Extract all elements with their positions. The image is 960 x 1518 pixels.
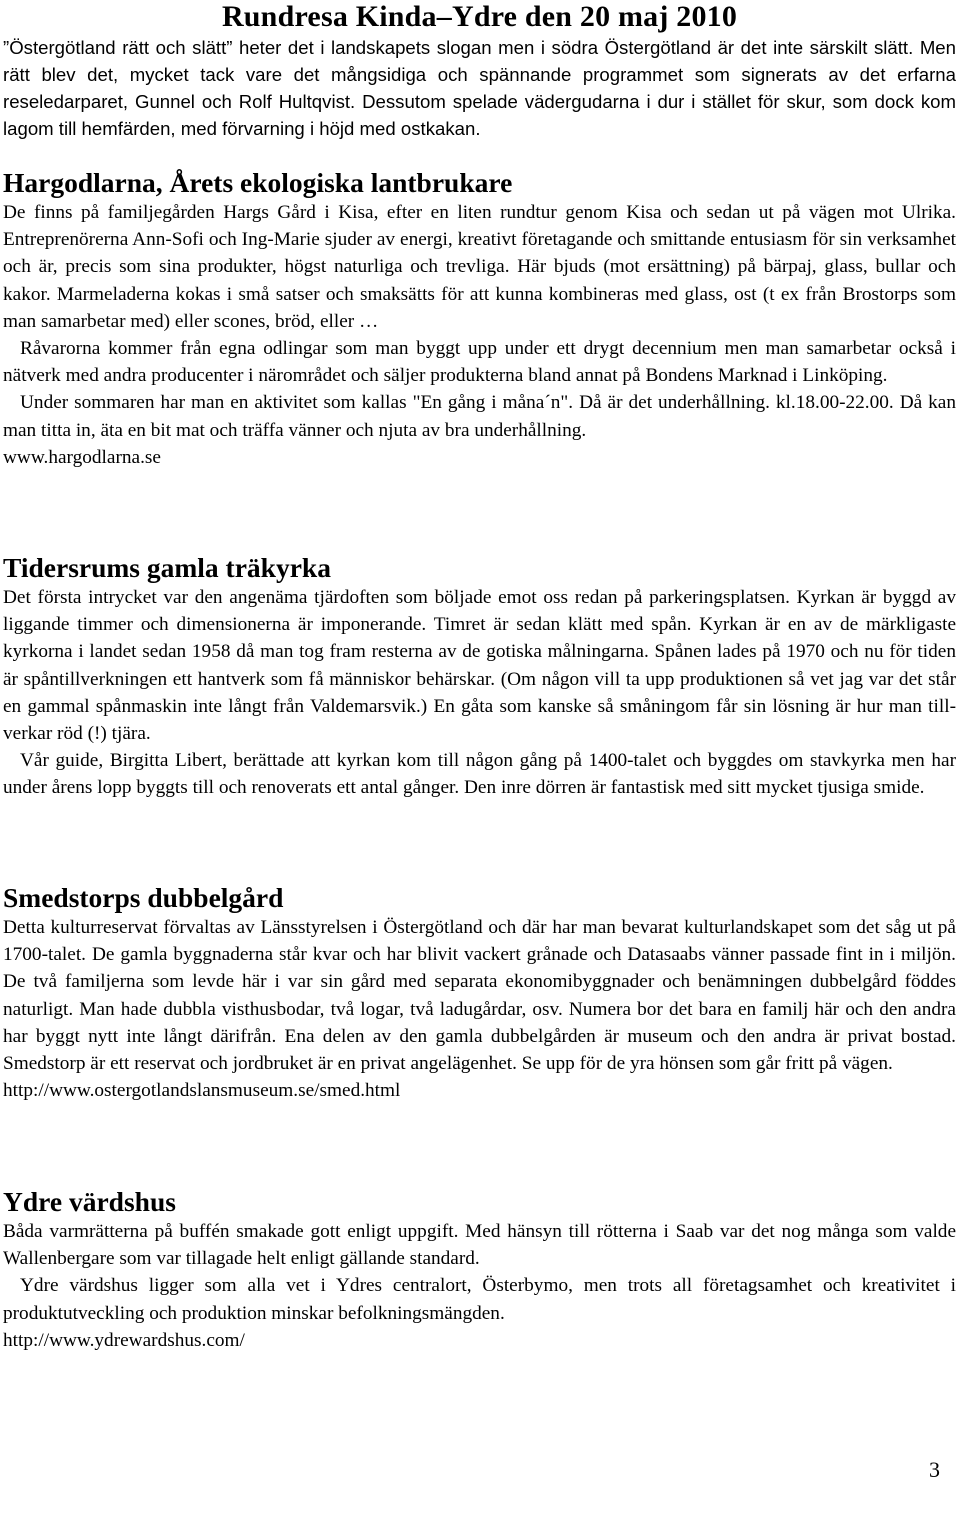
section-heading: Hargodlarna, Årets ekologiska lantbrukare	[3, 167, 513, 198]
link-text: www.hargodlarna.se	[3, 446, 161, 468]
section-smedstorp	[3, 882, 956, 1104]
intro-block	[3, 0, 956, 142]
intro-text	[3, 34, 956, 142]
intro-paragraph: ”Östergötland rätt och slätt” heter det i landskapets slogan men i södra Östergötland är det inte särskilt slätt. Men rätt blev det, mycket tack vare det mångsidiga och spännande programmet som signerats av det erfarna reseledarparet, Gunnel och Rolf Hultqvist. Dessutom spelade vädergudarna i dur i stället för skur, som dock kom lagom till hemfärden, med förvarning i höjd med ostkakan.	[3, 37, 956, 139]
section-hargodlarna	[3, 167, 956, 471]
paragraph: Vår guide, Birgitta Libert, berättade att kyrkan kom till någon gång på 1400-talet och byggdes om stavkyrka men har under årens lopp byggts till och renoverats ett antal gånger. Den inre dörren är fantastisk med sitt mycket tjusiga smide.	[3, 750, 956, 799]
link-text: http://www.ostergotlandslansmuseum.se/smed.html	[3, 1080, 401, 1102]
section-body	[3, 914, 956, 1104]
section-ydre	[3, 1186, 956, 1354]
section-heading: Tidersrums gamla träkyrka	[3, 552, 331, 583]
page-title: Rundresa Kinda–Ydre den 20 maj 2010	[221, 0, 738, 33]
section-heading: Ydre värdshus	[3, 1186, 176, 1217]
paragraph: Ydre värdshus ligger som alla vet i Ydres centralort, Österbymo, men trots all företagsamhet och kreativitet i produktutveckling och produktion minskar befolkningsmängden.	[3, 1275, 956, 1324]
section-body	[3, 584, 956, 802]
paragraph: Det första intrycket var den angenäma tjärdoften som böljade emot oss redan på parkeringsplatsen. Kyrkan är byggd av liggande timmer och dimensionerna är imponerande. Timret är sedan klätt med spån. Kyrkan är en av de märkligaste kyrkorna i landet sedan 1958 då man tog fram resterna av de gotiska målningarna. Spånen lades på 1970 och nu för tiden är spåntillverkningen ett hantverk som få människor behärskar. (Om någon vill ta upp produktionen så vet jag var det står en gammal spånmaskin inte långt från Valdemarsvik.) En gåta som kanske så småningom får sin lösning är hur man tillverkar röd (!) tjära.	[3, 587, 956, 745]
section-tidersrum	[3, 552, 956, 802]
paragraph: Råvarorna kommer från egna odlingar som man byggt upp under ett drygt decennium men man samarbetar också i nätverk med andra producenter i närområdet och säljer produkterna bland annat på Bondens Marknad i Linköping.	[3, 338, 956, 387]
paragraph: Under sommaren har man en aktivitet som kallas "En gång i måna´n". Då är det underhållning. kl.18.00-22.00. Då kan man titta in, äta en bit mat och träffa vänner och njuta av bra underhållning.	[3, 392, 956, 441]
link-text: http://www.ydrewardshus.com/	[3, 1329, 245, 1351]
section-body	[3, 1218, 956, 1354]
page-number: 3	[929, 1457, 940, 1482]
section-body	[3, 199, 956, 471]
paragraph: Detta kulturreservat förvaltas av Länsstyrelsen i Östergötland och där har man bevarat kulturlandskapet som det såg ut på 1700-talet. De gamla byggnaderna står kvar och har blivit vackert grånade och Datasaabs vänner passade fint in i miljön. De två familjerna som levde här i var sin gård med separata ekonomibyggnader och benämningen dubbelgård föddes naturligt. Man hade dubbla visthusbodar, två logar, två ladugårdar, osv. Numera bor det bara en familj här och den andra har byggt nytt inte långt därifrån. Ena delen av den gamla dubbelgården är museum och den andra är privat bostad. Smedstorp är ett reservat och jordbruket är en privat angelägenhet. Se upp för de yra hönsen som går fritt på vägen.	[3, 917, 956, 1075]
section-heading: Smedstorps dubbelgård	[3, 882, 284, 913]
paragraph: De finns på familjegården Hargs Gård i Kisa, efter en liten rundtur genom Kisa och sedan ut på vägen mot Ulrika. Entreprenörerna Ann-Sofi och Ing-Marie sjuder av energi, kreativt företagande och smittande entusiasm för sin verksamhet och är, precis som sina produkter, högst naturliga och trevliga. Här bjuds (mot ersättning) på bärpaj, glass, bullar och kakor. Marmeladerna kokas i små satser och smaksätts för att kunna kombineras med glass, ost (t ex från Brostorps som man samarbetar med) eller scones, bröd, eller …	[3, 202, 956, 332]
paragraph: Båda varmrätterna på buffén smakade gott enligt uppgift. Med hänsyn till rötterna i Saab var det nog många som valde Wallenbergare som var tillagade helt enligt gällande standard.	[3, 1221, 956, 1270]
